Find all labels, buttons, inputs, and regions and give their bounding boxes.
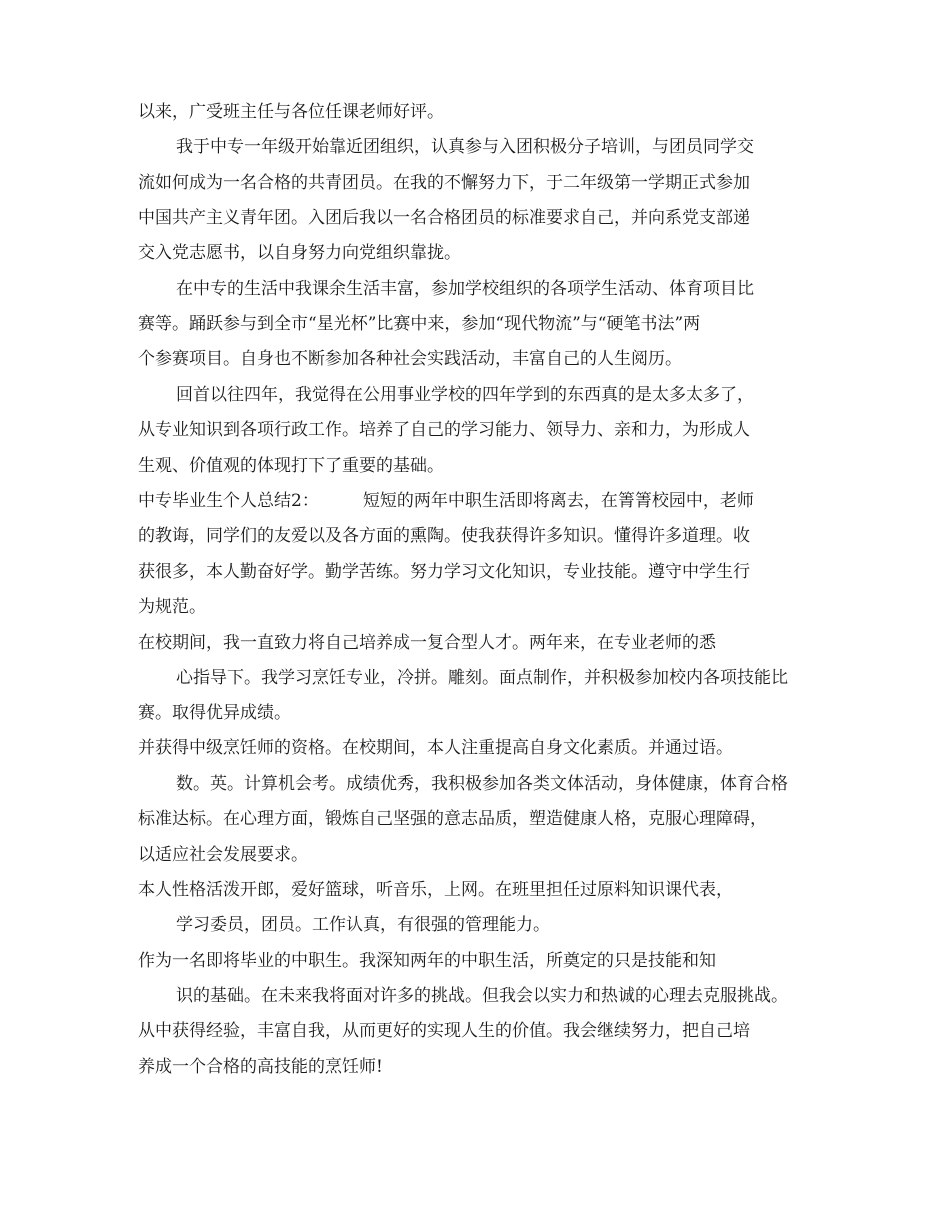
text-line: 从中获得经验，丰富自我，从而更好的实现人生的价值。我会继续努力，把自己培 (138, 1021, 750, 1041)
text-line: 在校期间，我一直致力将自己培养成一复合型人才。两年来，在专业老师的悉 (138, 633, 716, 653)
text-line: 为规范。 (138, 597, 206, 617)
text-line: 生观、价值观的体现打下了重要的基础。 (138, 456, 444, 476)
text-line: 养成一个合格的高技能的烹饪师! (138, 1057, 383, 1077)
text-line: 以来，广受班主任与各位任课老师好评。 (138, 102, 444, 122)
text-line: 学习委员，团员。工作认真，有很强的管理能力。 (176, 915, 550, 935)
text-line: 心指导下。我学习烹饪专业，冷拼。雕刻。面点制作，并积极参加校内各项技能比 (176, 668, 788, 688)
text-line: 本人性格活泼开郎，爱好篮球，听音乐，上网。在班里担任过原料知识课代表， (138, 880, 733, 900)
text-line: 交入党志愿书，以自身努力向党组织靠拢。 (138, 243, 461, 263)
text-line: 赛等。踊跃参与到全市“星光杯”比赛中来，参加“现代物流”与“硬笔书法”两 (138, 314, 701, 334)
text-line: 我于中专一年级开始靠近团组织，认真参与入团积极分子培训，与团员同学交 (176, 137, 754, 157)
text-line: 个参赛项目。自身也不断参加各种社会实践活动，丰富自己的人生阅历。 (138, 349, 682, 369)
text-line: 识的基础。在未来我将面对许多的挑战。但我会以实力和热诚的心理去克服挑战。 (176, 986, 788, 1006)
summary-heading-line (138, 484, 754, 518)
text-line: 以适应社会发展要求。 (138, 845, 308, 865)
text-line: 获很多，本人勤奋好学。勤学苦练。努力学习文化知识，专业技能。遵守中学生行 (138, 562, 750, 582)
text-line: 标准达标。在心理方面，锻炼自己坚强的意志品质，塑造健康人格，克服心理障碍， (138, 809, 767, 829)
text-line: 作为一名即将毕业的中职生。我深知两年的中职生活，所奠定的只是技能和知 (138, 951, 716, 971)
text-line: 流如何成为一名合格的共青团员。在我的不懈努力下，于二年级第一学期正式参加 (138, 173, 750, 193)
text-line: 短短的两年中职生活即将离去，在箐箐校园中，老师 (362, 491, 754, 511)
text-line: 的教诲，同学们的友爱以及各方面的熏陶。使我获得许多知识。懂得许多道理。收 (138, 526, 750, 546)
text-line: 回首以往四年，我觉得在公用事业学校的四年学到的东西真的是太多太多了， (176, 385, 754, 405)
summary-heading: 中专毕业生个人总结2： (138, 491, 319, 511)
text-line: 数。英。计算机会考。成绩优秀，我积极参加各类文体活动，身体健康，体育合格 (176, 774, 788, 794)
text-line: 并获得中级烹饪师的资格。在校期间，本人注重提高自身文化素质。并通过语。 (138, 738, 733, 758)
text-line: 中国共产主义青年团。入团后我以一名合格团员的标准要求自己，并向系党支部递 (138, 208, 750, 228)
text-line: 从专业知识到各项行政工作。培养了自己的学习能力、领导力、亲和力，为形成人 (138, 420, 750, 440)
text-line: 赛。取得优异成绩。 (138, 703, 291, 723)
text-line: 在中专的生活中我课余生活丰富，参加学校组织的各项学生活动、体育项目比 (176, 279, 754, 299)
